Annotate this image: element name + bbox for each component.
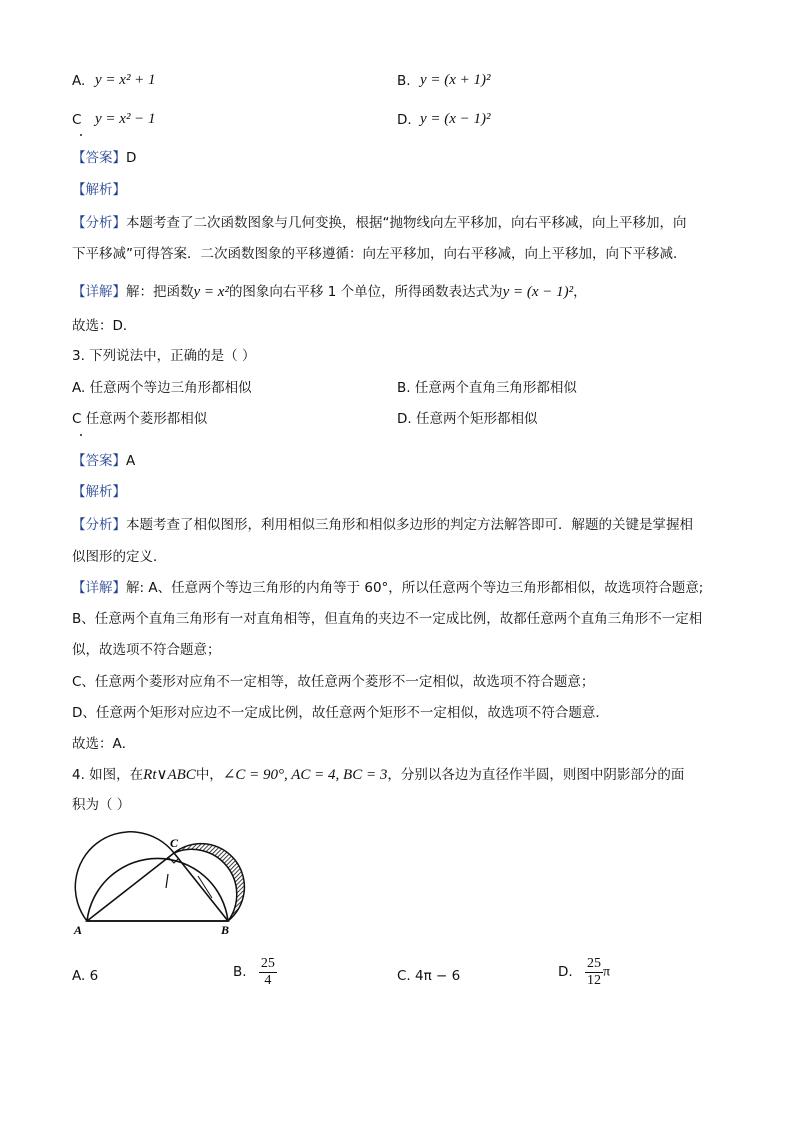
pi-symbol: π — [602, 964, 611, 980]
detail-text: 解: A、任意两个等边三角形的内角等于 60°，所以任意两个等边三角形都相似，故选项符合题意; — [126, 580, 704, 596]
q2-analysis-tag: 【解析】 — [72, 182, 126, 198]
denominator: 12 — [586, 973, 601, 989]
fenxi-text: 本题考查了相似图形，利用相似三角形和相似多边形的判定方法解答即可．解题的关键是掌握相 — [126, 517, 693, 533]
detail-tag: 【详解】 — [72, 580, 126, 596]
q2-option-b-expr: y = (x + 1)² — [420, 72, 491, 88]
numerator: 25 — [585, 956, 603, 973]
q3-option-b: B. 任意两个直角三角形都相似 — [397, 380, 577, 396]
answer-tag: 【答案】 — [72, 453, 126, 469]
q4-option-a: A. 6 — [72, 968, 99, 984]
q4-option-c: C. 4π − 6 — [397, 968, 461, 984]
q3-detail-line1 — [72, 582, 703, 596]
triangle-abc — [87, 853, 228, 921]
fraction — [259, 956, 277, 989]
q4-stem-line2: 积为（ ） — [72, 797, 131, 813]
q3-answer — [72, 455, 135, 469]
answer-value: D — [126, 150, 137, 166]
q2-option-c-label: C — [72, 112, 82, 128]
q3-detail-line5: D、任意两个矩形对应边不一定成比例，故任意两个矩形不一定相似，故选项不符合题意． — [72, 705, 609, 721]
q2-option-d-expr: y = (x − 1)² — [420, 111, 491, 127]
q2-fenxi-line2: 下平移减”可得答案．二次函数图象的平移遵循：向左平移加，向右平移减，向上平移加，向下平移减． — [72, 246, 687, 262]
q3-choose: 故选：A． — [72, 736, 136, 752]
q4-stem-line1 — [72, 768, 684, 783]
fenxi-tag: 【分析】 — [72, 517, 126, 533]
q3-detail-line3: 似，故选项不符合题意； — [72, 642, 221, 658]
option-label: B. — [233, 963, 247, 980]
denominator: 4 — [264, 973, 272, 989]
fenxi-text: 本题考查了二次函数图象与几何变换，根据“抛物线向左平移加，向右平移减，向上平移加，向 — [126, 215, 687, 231]
q3-detail-line4: C、任意两个菱形对应角不一定相等，故任意两个菱形不一定相似，故选项不符合题意； — [72, 674, 595, 690]
stem-conditions: ∠C = 90°, AC = 4, BC = 3 — [222, 767, 388, 783]
detail-text-c: ， — [573, 284, 587, 300]
q2-option-b-label: B. — [397, 73, 411, 89]
detail-formula-2: y = (x − 1)² — [502, 284, 574, 300]
q3-option-c: C 任意两个菱形都相似 — [72, 411, 208, 427]
q2-option-c-expr: y = x² − 1 — [95, 111, 156, 127]
fenxi-tag: 【分析】 — [72, 215, 126, 231]
semicircle-figure — [70, 826, 252, 938]
stem-text-b: 中， — [195, 767, 223, 783]
vertex-b-label: B — [221, 923, 230, 937]
q2-detail — [72, 285, 587, 300]
q3-detail-line2: B、任意两个直角三角形有一对直角相等，但直角的夹边不一定成比例，故都任意两个直角三角形不一定相 — [72, 611, 703, 627]
triangle-name: Rt∨ABC — [143, 767, 196, 783]
inner-tick — [166, 874, 168, 888]
stem-text-a: 4. 如图，在 — [72, 767, 144, 783]
vertex-c-label: C — [170, 836, 179, 850]
q2-option-a-expr: y = x² + 1 — [95, 72, 156, 88]
stem-text-c: ，分别以各边为直径作半圆，则图中阴影部分的面 — [387, 767, 685, 783]
answer-value: A — [126, 453, 136, 469]
numerator: 25 — [259, 956, 277, 973]
q3-stem: 3. 下列说法中，正确的是（ ） — [72, 348, 256, 364]
detail-formula-1: y = x² — [193, 284, 229, 300]
answer-tag: 【答案】 — [72, 150, 126, 166]
q2-choose: 故选：D． — [72, 318, 137, 334]
detail-tag: 【详解】 — [72, 284, 126, 300]
fraction — [585, 956, 603, 989]
q3-fenxi-line1 — [72, 519, 693, 533]
q3-option-d: D. 任意两个矩形都相似 — [397, 411, 538, 427]
detail-text-b: 的图象向右平移 1 个单位，所得函数表达式为 — [228, 284, 503, 300]
shaded-lune-right — [174, 844, 244, 921]
q2-answer — [72, 152, 136, 166]
q3-analysis-tag: 【解析】 — [72, 484, 126, 500]
q3-fenxi-line2: 似图形的定义． — [72, 549, 167, 565]
q2-option-d-label: D. — [397, 112, 412, 128]
q2-fenxi-line1 — [72, 217, 687, 231]
scan-dot — [80, 434, 82, 436]
scan-dot — [80, 134, 82, 136]
option-label: D. — [558, 963, 573, 980]
vertex-a-label: A — [74, 923, 83, 937]
q4-option-d — [558, 956, 610, 989]
detail-text-a: 解：把函数 — [126, 284, 194, 300]
q2-option-a-label: A. — [72, 73, 86, 89]
q4-option-b — [233, 956, 277, 989]
q3-option-a: A. 任意两个等边三角形都相似 — [72, 380, 252, 396]
